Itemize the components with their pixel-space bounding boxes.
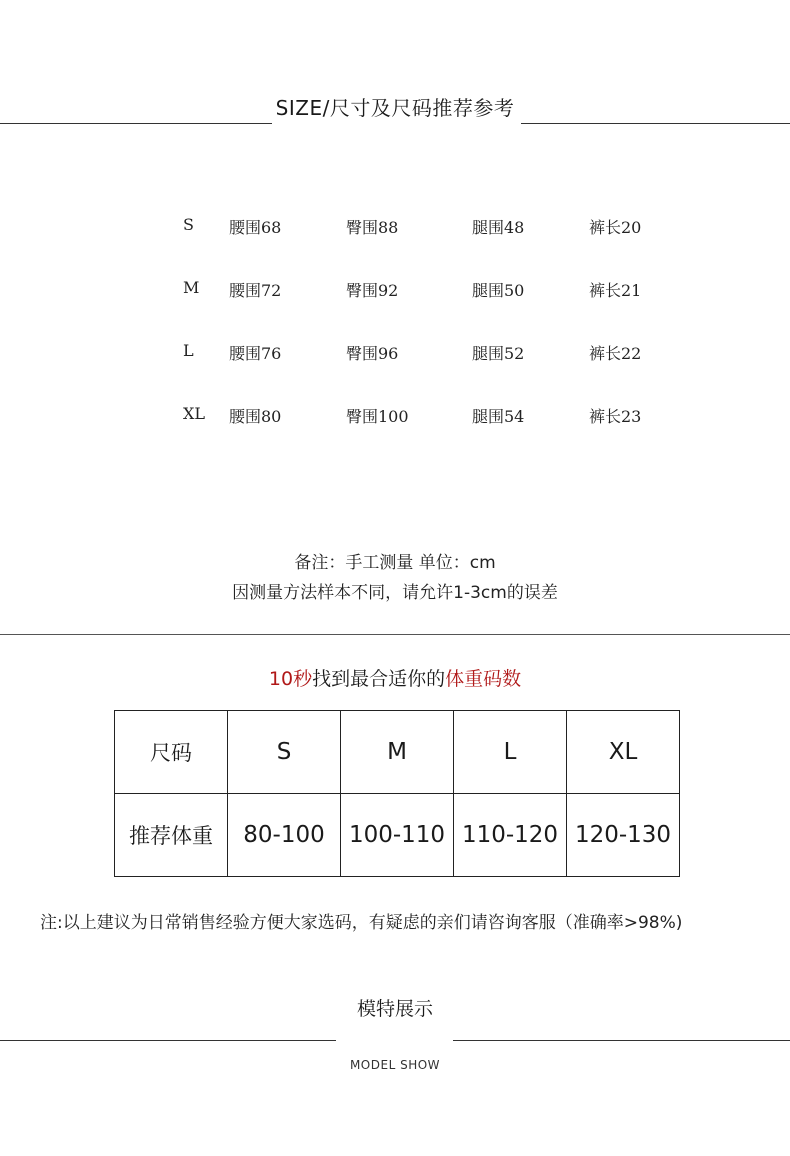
size-measurement-list: [183, 215, 703, 467]
model-rule-left: [0, 1040, 336, 1041]
size-row: [183, 215, 703, 278]
length-value: 裤长22: [589, 344, 642, 363]
waist-value: 腰围76: [229, 344, 282, 363]
size-cell: S: [228, 711, 341, 794]
headline-highlight-time: 10秒: [268, 668, 313, 690]
size-label: M: [183, 278, 200, 297]
weight-recommend-table: [114, 710, 680, 877]
table-row: [115, 711, 680, 794]
size-label: XL: [183, 404, 206, 423]
measurement-note: 备注：手工测量 单位：cm: [294, 553, 496, 573]
hip-value: 臀围100: [346, 407, 409, 426]
weight-cell: 80-100: [228, 794, 341, 877]
length-value: 裤长23: [589, 407, 642, 426]
weight-header-cell: 推荐体重: [115, 794, 228, 877]
size-row: [183, 404, 703, 467]
thigh-value: 腿围50: [472, 281, 525, 300]
size-cell: M: [341, 711, 454, 794]
size-label: S: [183, 215, 194, 234]
section-divider: [0, 634, 790, 635]
weight-cell: 110-120: [454, 794, 567, 877]
size-row: [183, 278, 703, 341]
page-title: SIZE/尺寸及尺码推荐参考: [275, 96, 515, 120]
size-header-cell: 尺码: [115, 711, 228, 794]
weight-cell: 120-130: [567, 794, 680, 877]
recommend-headline: [0, 664, 790, 691]
model-rule-right: [453, 1040, 790, 1041]
table-row: [115, 794, 680, 877]
hip-value: 臀围92: [346, 281, 399, 300]
thigh-value: 腿围52: [472, 344, 525, 363]
headline-text: 找到最合适你的: [312, 668, 446, 690]
thigh-value: 腿围54: [472, 407, 525, 426]
hip-value: 臀围88: [346, 218, 399, 237]
model-section-subtitle: MODEL SHOW: [349, 1058, 441, 1072]
length-value: 裤长21: [589, 281, 642, 300]
thigh-value: 腿围48: [472, 218, 525, 237]
size-cell: XL: [567, 711, 680, 794]
weight-cell: 100-110: [341, 794, 454, 877]
size-row: [183, 341, 703, 404]
header-rule-left: [0, 123, 272, 124]
waist-value: 腰围72: [229, 281, 282, 300]
waist-value: 腰围68: [229, 218, 282, 237]
header-rule-right: [521, 123, 790, 124]
waist-value: 腰围80: [229, 407, 282, 426]
size-cell: L: [454, 711, 567, 794]
model-section-title: 模特展示: [356, 998, 433, 1020]
hip-value: 臀围96: [346, 344, 399, 363]
length-value: 裤长20: [589, 218, 642, 237]
size-label: L: [183, 341, 194, 360]
headline-highlight-weight: 体重码数: [445, 668, 522, 690]
footnote: 注:以上建议为日常销售经验方便大家选码，有疑虑的亲们请咨询客服（准确率>98%): [40, 913, 683, 933]
tolerance-note: 因测量方法样本不同，请允许1-3cm的误差: [232, 583, 558, 603]
